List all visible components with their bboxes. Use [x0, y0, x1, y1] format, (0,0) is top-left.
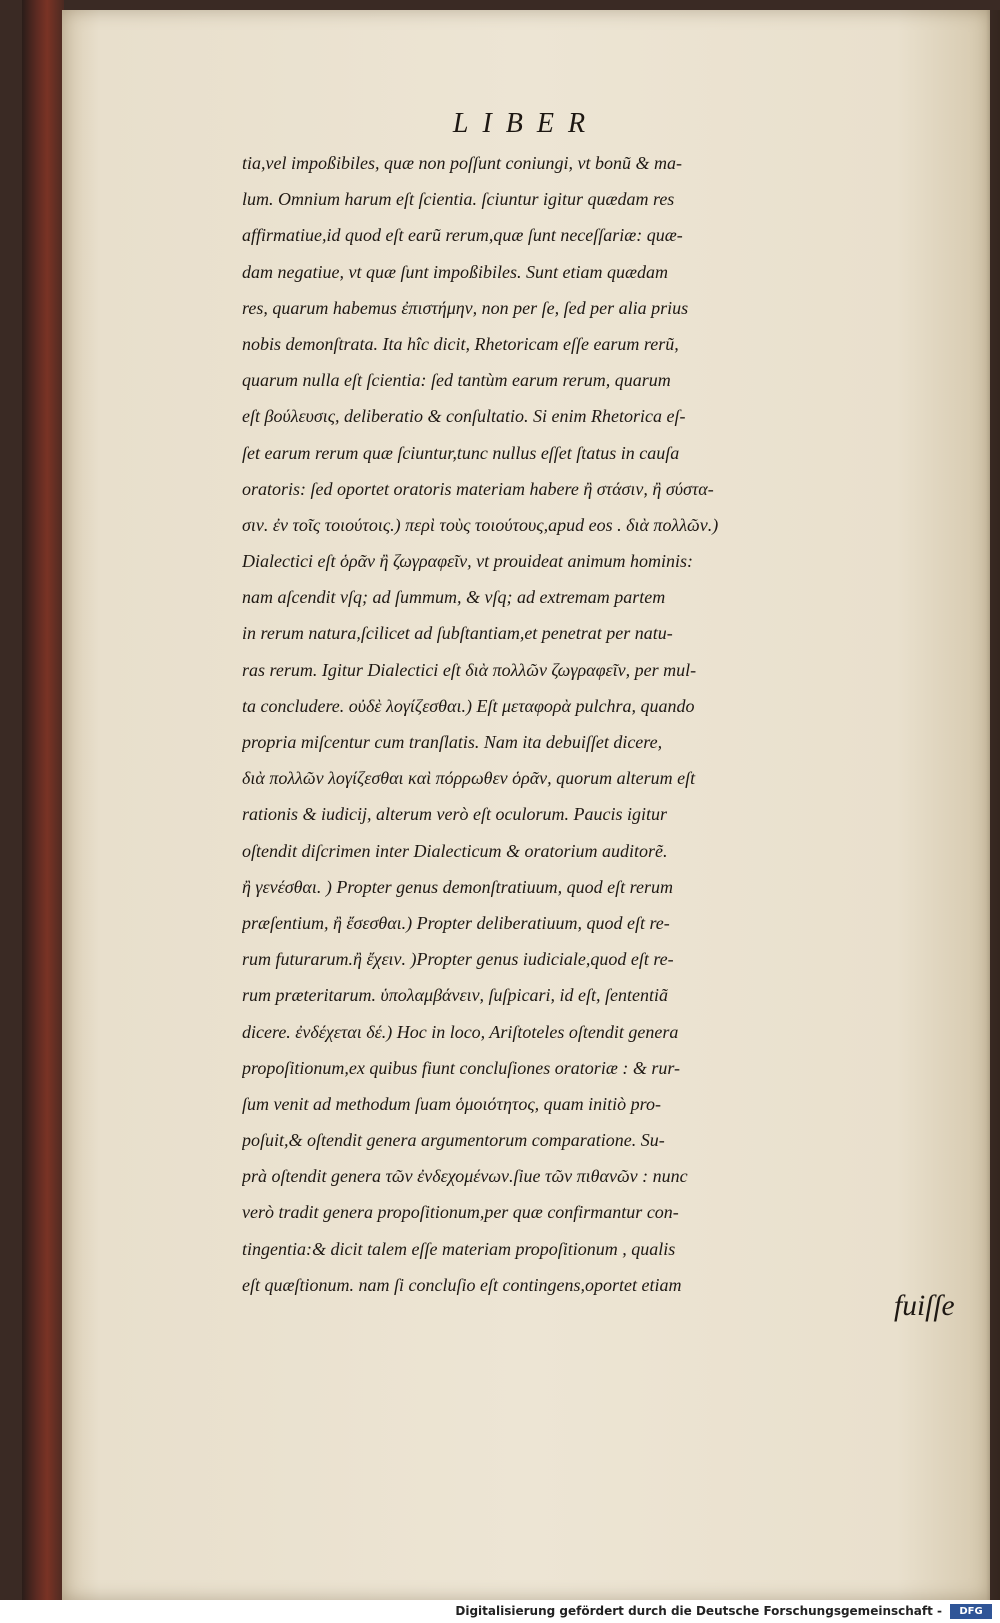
text-line: quarum nulla eſt ſcientia: ſed tantùm earum rerum, quarum [242, 370, 671, 391]
text-line: ſum venit ad methodum ſuam ὁμοιότητος, quam initiò pro- [242, 1093, 661, 1114]
text-line: ſet earum rerum quæ ſciuntur,tunc nullus eſſet ſtatus in cauſa [242, 442, 680, 463]
text-line: propria miſcentur cum tranſlatis. Nam ita debuiſſet dicere, [242, 732, 663, 752]
text-line: eſt quæſtionum. nam ſi concluſio eſt contingens,oportet etiam [242, 1274, 682, 1295]
text-line: propoſitionum,ex quibus fiunt concluſiones oratoriæ : & rur- [242, 1057, 680, 1078]
text-line: prà oſtendit genera τῶν ἐνδεχομένων.ſiue τῶν πιθανῶν : nunc [242, 1166, 688, 1187]
text-line: eſt βούλευσις, deliberatio & conſultatio. Si enim Rhetorica eſ- [242, 406, 686, 427]
text-line: oratoris: ſed oportet oratoris materiam habere ἢ στάσιν, ἢ σύστα- [242, 478, 714, 499]
text-line: nobis demonſtrata. Ita hîc dicit, Rhetoricam eſſe earum rerũ, [242, 333, 679, 354]
footer-bar [0, 1600, 1000, 1623]
text-line: ἢ γενέσθαι. ) Propter genus demonſtratiuum, quod eſt rerum [242, 876, 673, 897]
text-line: ras rerum. Igitur Dialectici eſt διὰ πολλῶν ζωγραφεῖν, per mul- [242, 659, 697, 680]
text-line: διὰ πολλῶν λογίζεσθαι καὶ πόρρωθεν ὁρᾶν, quorum alterum eſt [242, 768, 696, 789]
funding-credit: Digitalisierung gefördert durch die Deutsche Forschungsgemeinschaft - [455, 1604, 942, 1618]
text-line: res, quarum habemus ἐπιστήμην, non per ſe, ſed per alia prius [242, 297, 689, 318]
text-line: nam aſcendit vſq; ad ſummum, & vſq; ad extremam partem [242, 587, 666, 608]
text-line: rum futurarum.ἢ ἔχειν. )Propter genus iudiciale,quod eſt re- [242, 949, 674, 970]
catchword: fuiſſe [894, 1290, 955, 1322]
running-head: LIBER [452, 108, 600, 139]
book-page [62, 10, 990, 1600]
page-text-block [242, 145, 1000, 1303]
text-line: verò tradit genera propoſitionum,per quæ confirmantur con- [242, 1202, 679, 1223]
book-binding-edge [22, 0, 64, 1600]
text-line: præſentium, ἢ ἔσεσθαι.) Propter deliberatiuum, quod eſt re- [242, 912, 670, 933]
text-line: dam negatiue, vt quæ ſunt impoßibiles. Sunt etiam quædam [242, 261, 668, 282]
text-line: poſuit,& oſtendit genera argumentorum comparatione. Su- [242, 1130, 665, 1151]
text-line: Dialectici eſt ὁρᾶν ἢ ζωγραφεῖν, vt prouideat animum hominis: [242, 551, 693, 572]
text-line: tingentia:& dicit talem eſſe materiam propoſitionum , qualis [242, 1238, 676, 1259]
text-line: ta concludere. οὐδὲ λογίζεσθαι.) Eſt μεταφορὰ pulchra, quando [242, 695, 695, 716]
dfg-logo: DFG [950, 1604, 992, 1619]
text-line: affirmatiue,id quod eſt earũ rerum,quæ ſunt neceſſariæ: quæ- [242, 225, 683, 246]
page-edge-shadow [986, 10, 1000, 1600]
text-line: tia,vel impoßibiles, quæ non poſſunt coniungi, vt bonũ & ma- [242, 153, 682, 173]
text-line: dicere. ἐνδέχεται δέ.) Hoc in loco, Ariſtoteles oſtendit genera [242, 1021, 679, 1042]
text-line: lum. Omnium harum eſt ſcientia. ſciuntur igitur quædam res [242, 189, 675, 210]
text-line: rationis & iudicij, alterum verò eſt oculorum. Paucis igitur [242, 804, 667, 825]
text-line: rum præteritarum. ὑπολαμβάνειν, ſuſpicari, id eſt, ſententiã [242, 985, 669, 1006]
text-line: oſtendit diſcrimen inter Dialecticum & oratorium auditorẽ. [242, 840, 668, 861]
text-line: σιν. ἐν τοῖς τοιούτοις.) περὶ τοὺς τοιούτους,apud eos . διὰ πολλῶν.) [242, 514, 719, 535]
text-line: in rerum natura,ſcilicet ad ſubſtantiam,et penetrat per natu- [242, 623, 673, 644]
